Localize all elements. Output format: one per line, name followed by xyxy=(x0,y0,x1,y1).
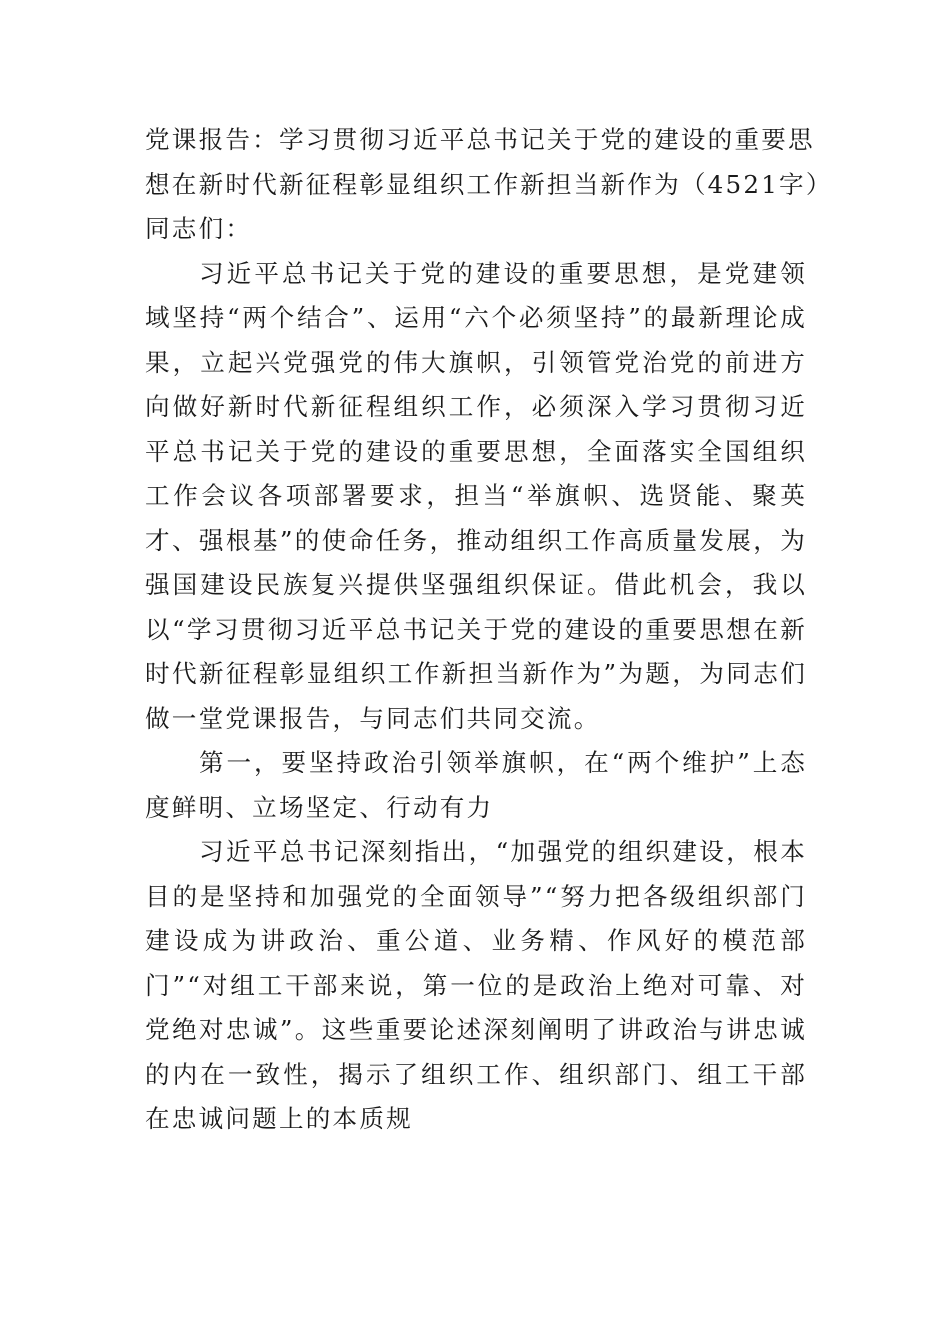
paragraph-intro: 习近平总书记关于党的建设的重要思想，是党建领域坚持“两个结合”、运用“六个必须坚持”的最新理论成果，立起兴党强党的伟大旗帜，引领管党治党的前进方向做好新时代新征程组织工作，必须深入学习贯彻习近平总书记关于党的建设的重要思想，全面落实全国组织工作会议各项部署要求，担当“举旗帜、选贤能、聚英才、强根基”的使命任务，推动组织工作高质量发展，为强国建设民族复兴提供坚强组织保证。借此机会，我以以“学习贯彻习近平总书记关于党的建设的重要思想在新时代新征程彰显组织工作新担当新作为”为题，为同志们做一堂党课报告，与同志们共同交流。 xyxy=(145,258,807,733)
document-body xyxy=(145,118,833,1142)
paragraph-section-1: 习近平总书记深刻指出，“加强党的组织建设，根本目的是坚持和加强党的全面领导”“努力把各级组织部门建设成为讲政治、重公道、业务精、作风好的模范部门”“对组工干部来说，第一位的是政治上绝对可靠、对党绝对忠诚”。这些重要论述深刻阐明了讲政治与讲忠诚的内在一致性，揭示了组织工作、组织部门、组工干部在忠诚问题上的本质规 xyxy=(145,837,807,1133)
greeting: 同志们： xyxy=(145,214,253,243)
section-heading-1: 第一，要坚持政治引领举旗帜，在“两个维护”上态度鲜明、立场坚定、行动有力 xyxy=(145,748,807,822)
document-title xyxy=(145,118,833,207)
title-line-2: 想在新时代新征程彰显组织工作新担当新作为（4521字） xyxy=(145,169,833,199)
title-line-1: 党课报告：学习贯彻习近平总书记关于党的建设的重要思 xyxy=(145,125,815,154)
